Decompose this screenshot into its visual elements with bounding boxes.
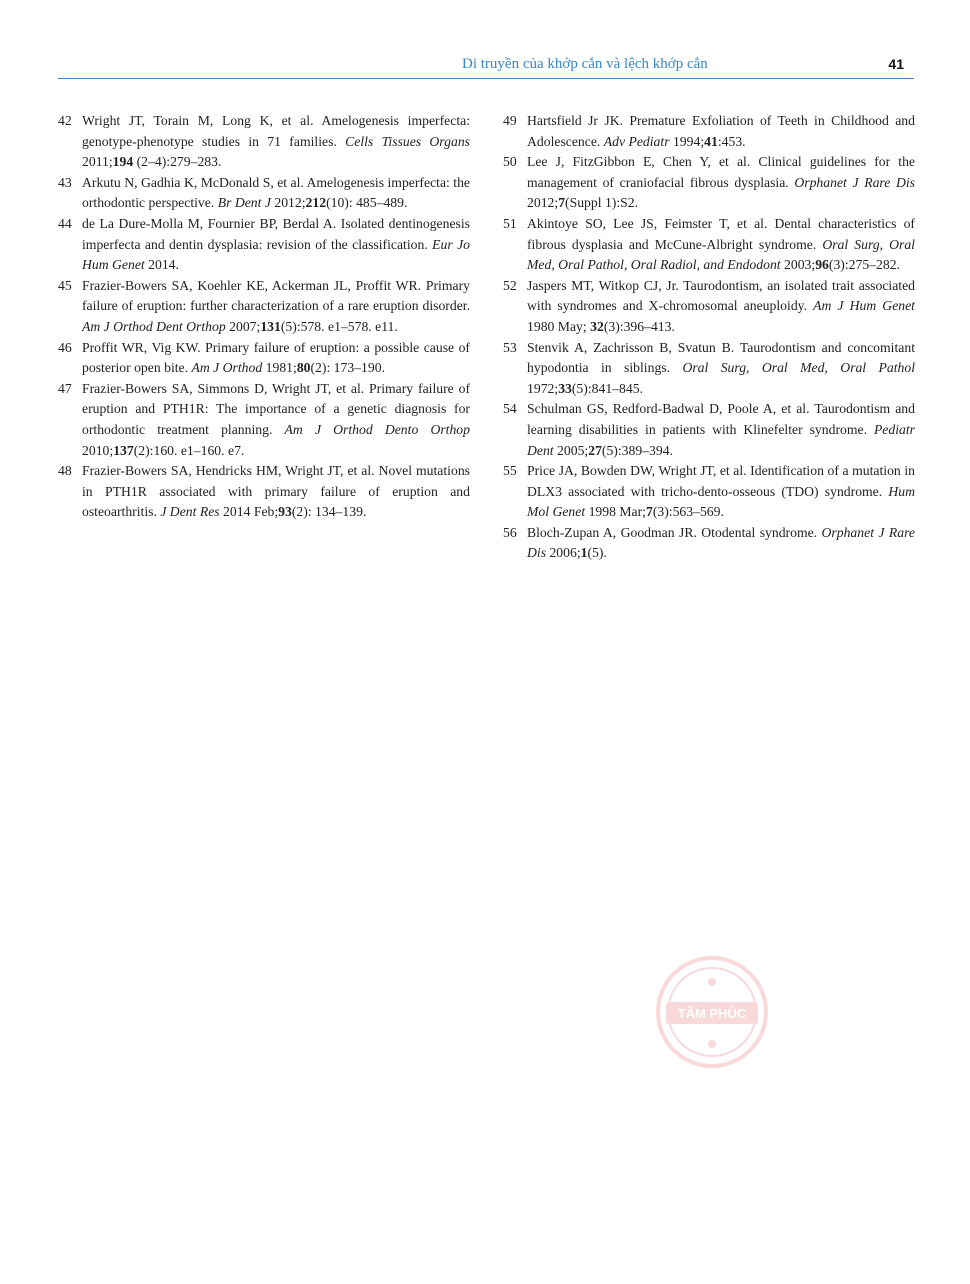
reference-text <box>82 113 470 169</box>
reference-segment: 2014. <box>144 257 179 273</box>
journal-name: Adv Pediatr <box>603 133 670 149</box>
references-column-right <box>503 111 915 564</box>
journal-name: Oral Surg, Oral Med, Oral Pathol <box>682 360 915 376</box>
reference-text <box>527 113 915 149</box>
reference-number: 51 <box>503 215 517 231</box>
journal-name: J Dent Res <box>160 504 220 520</box>
reference-segment: Hartsfield Jr JK. Premature Exfoliation of Teeth in Childhood and Adolescence. <box>527 113 915 149</box>
reference-number: 47 <box>58 380 72 396</box>
reference-item <box>58 111 470 173</box>
reference-segment: (10): 485–489. <box>326 195 408 211</box>
volume-number: 194 <box>112 154 134 170</box>
reference-segment: de La Dure-Molla M, Fournier BP, Berdal A. Isolated dentinogenesis imperfecta and dentin dysplasia: revision of the classification. <box>82 215 470 252</box>
reference-item <box>503 399 915 461</box>
page-header <box>58 54 914 79</box>
journal-name: Pediatr Dent <box>527 421 915 458</box>
reference-segment: (3):563–569. <box>652 504 724 520</box>
journal-name: Am J Orthod Dent Orthop <box>82 318 226 334</box>
journal-name: Am J Orthod <box>191 360 263 376</box>
reference-text <box>82 381 470 458</box>
reference-item <box>503 111 915 152</box>
reference-segment: Arkutu N, Gadhia K, McDonald S, et al. Amelogenesis imperfecta: the orthodontic perspective. <box>82 174 470 211</box>
reference-text <box>82 216 470 272</box>
reference-segment: 2012; <box>270 195 306 211</box>
reference-segment: Frazier-Bowers SA, Simmons D, Wright JT, et al. Primary failure of eruption and PTH1R: The importance of a genetic diagnosis for orthodontic treatment planning. <box>82 380 470 437</box>
reference-segment: 2007; <box>225 318 261 334</box>
reference-segment: (5):578. e1–578. e11. <box>280 318 398 334</box>
reference-number: 56 <box>503 524 517 540</box>
reference-segment: Akintoye SO, Lee JS, Feimster T, et al. Dental characteristics of fibrous dysplasia and McCune-Albright syndrome. <box>527 215 915 252</box>
reference-number: 53 <box>503 339 517 355</box>
reference-number: 50 <box>503 154 517 170</box>
reference-number: 46 <box>58 339 72 355</box>
reference-item <box>503 214 915 276</box>
volume-number: 137 <box>113 442 134 458</box>
reference-segment: Stenvik A, Zachrisson B, Svatun B. Taurodontism and concomitant hypodontia in siblings. <box>527 339 915 376</box>
reference-number: 54 <box>503 401 517 417</box>
reference-segment: (3):396–413. <box>603 318 675 334</box>
reference-segment: Wright JT, Torain M, Long K, et al. Amelogenesis imperfecta: genotype-phenotype studies in 71 families. <box>82 113 470 149</box>
volume-number: 33 <box>558 380 572 396</box>
journal-name: Am J Hum Genet <box>813 298 915 314</box>
reference-number: 45 <box>58 277 72 293</box>
journal-name: Am J Orthod Dento Orthop <box>284 421 470 437</box>
journal-name: Cells Tissues Organs <box>345 133 470 149</box>
reference-segment: 1998 Mar; <box>585 504 646 520</box>
volume-number: 96 <box>815 257 829 273</box>
reference-text <box>82 340 470 376</box>
reference-segment: Proffit WR, Vig KW. Primary failure of eruption: a possible cause of posterior open bite. <box>82 339 470 376</box>
reference-text <box>527 525 915 561</box>
journal-name: Oral Surg, Oral Med, Oral Pathol, Oral Radiol, and Endodont <box>527 236 915 273</box>
reference-text <box>527 463 915 519</box>
reference-number: 44 <box>58 215 72 231</box>
page-number: 41 <box>888 56 904 72</box>
reference-segment: (2–4):279–283. <box>133 154 222 170</box>
reference-segment: Bloch-Zupan A, Goodman JR. Otodental syndrome. <box>527 524 822 540</box>
reference-segment: (5):389–394. <box>601 442 673 458</box>
reference-segment: (2): 173–190. <box>310 360 386 376</box>
volume-number: 131 <box>260 318 281 334</box>
reference-item <box>58 276 470 338</box>
running-title: Di truyền của khớp cắn và lệch khớp cắn <box>462 56 708 72</box>
reference-segment: 2011; <box>82 154 113 170</box>
reference-text <box>82 175 470 211</box>
journal-name: Orphanet J Rare Dis <box>527 524 916 561</box>
reference-text <box>82 278 470 334</box>
reference-number: 49 <box>503 113 517 128</box>
reference-number: 42 <box>58 113 72 128</box>
volume-number: 7 <box>645 504 653 520</box>
reference-segment: 1981; <box>262 360 297 376</box>
journal-name: Eur Jo Hum Genet <box>82 236 470 273</box>
reference-segment: 2005; <box>553 442 589 458</box>
reference-segment: Schulman GS, Redford-Badwal D, Poole A, et al. Taurodontism and learning disabilities in patients with Klinefelter syndrome. <box>527 401 915 437</box>
reference-segment: 2010; <box>82 442 114 458</box>
reference-item <box>58 461 470 523</box>
reference-text <box>527 154 915 210</box>
reference-item <box>58 173 470 214</box>
reference-text <box>527 278 915 334</box>
reference-segment: Frazier-Bowers SA, Koehler KE, Ackerman JL, Proffit WR. Primary failure of eruption: further characterization of a rare eruption disorder. <box>82 277 470 314</box>
reference-item <box>503 276 915 338</box>
reference-segment: (3):275–282. <box>828 257 900 273</box>
reference-segment: 2003; <box>780 257 816 273</box>
reference-item <box>58 338 470 379</box>
reference-segment: 1972; <box>527 380 559 396</box>
volume-number: 80 <box>296 360 311 376</box>
reference-segment: 2006; <box>546 545 581 561</box>
volume-number: 41 <box>704 133 718 149</box>
watermark-stamp-logo <box>652 952 772 1072</box>
volume-number: 93 <box>278 504 292 520</box>
reference-number: 52 <box>503 277 517 293</box>
journal-name: Br Dent J <box>217 195 271 211</box>
reference-segment: Price JA, Bowden DW, Wright JT, et al. Identification of a mutation in DLX3 associated with tricho-dento-osseous (TDO) syndrome. <box>527 463 915 499</box>
reference-item <box>503 461 915 523</box>
reference-item <box>503 152 915 214</box>
reference-segment: 2014 Feb; <box>219 504 279 520</box>
volume-number: 27 <box>588 442 602 458</box>
journal-name: Hum Mol Genet <box>527 483 915 520</box>
reference-segment: (2): 134–139. <box>291 504 367 520</box>
reference-segment: Frazier-Bowers SA, Hendricks HM, Wright JT, et al. Novel mutations in PTH1R associated with primary failure of eruption and osteoarthritis. <box>82 463 470 520</box>
svg-text:TÂM PHÚC: TÂM PHÚC <box>677 1006 747 1021</box>
references-column-left <box>58 111 470 523</box>
reference-item <box>58 214 470 276</box>
reference-segment: (5):841–845. <box>571 380 643 396</box>
reference-segment: Jaspers MT, Witkop CJ, Jr. Taurodontism, an isolated trait associated with syndromes and X-chromosomal aneuploidy. <box>527 277 915 314</box>
reference-item <box>503 338 915 400</box>
reference-item <box>503 523 915 564</box>
reference-text <box>82 463 470 519</box>
reference-segment: 1994; <box>669 133 705 149</box>
volume-number: 32 <box>590 318 604 334</box>
reference-number: 55 <box>503 463 517 479</box>
reference-segment: (5). <box>587 545 607 561</box>
reference-text <box>527 340 915 396</box>
volume-number: 7 <box>558 195 566 211</box>
reference-segment: (2):160. e1–160. e7. <box>133 442 245 458</box>
reference-text <box>527 216 915 272</box>
reference-segment: Lee J, FitzGibbon E, Chen Y, et al. Clinical guidelines for the management of craniofacial fibrous dysplasia. <box>527 154 915 190</box>
volume-number: 1 <box>580 545 588 561</box>
reference-text <box>527 401 915 457</box>
volume-number: 212 <box>305 195 327 211</box>
reference-item <box>58 379 470 461</box>
reference-segment: 2012; <box>527 195 559 211</box>
reference-number: 43 <box>58 174 72 190</box>
journal-name: Orphanet J Rare Dis <box>794 174 915 190</box>
reference-segment: (Suppl 1):S2. <box>565 195 639 211</box>
reference-number: 48 <box>58 463 72 479</box>
reference-segment: 1980 May; <box>527 318 591 334</box>
reference-segment: :453. <box>717 133 746 149</box>
